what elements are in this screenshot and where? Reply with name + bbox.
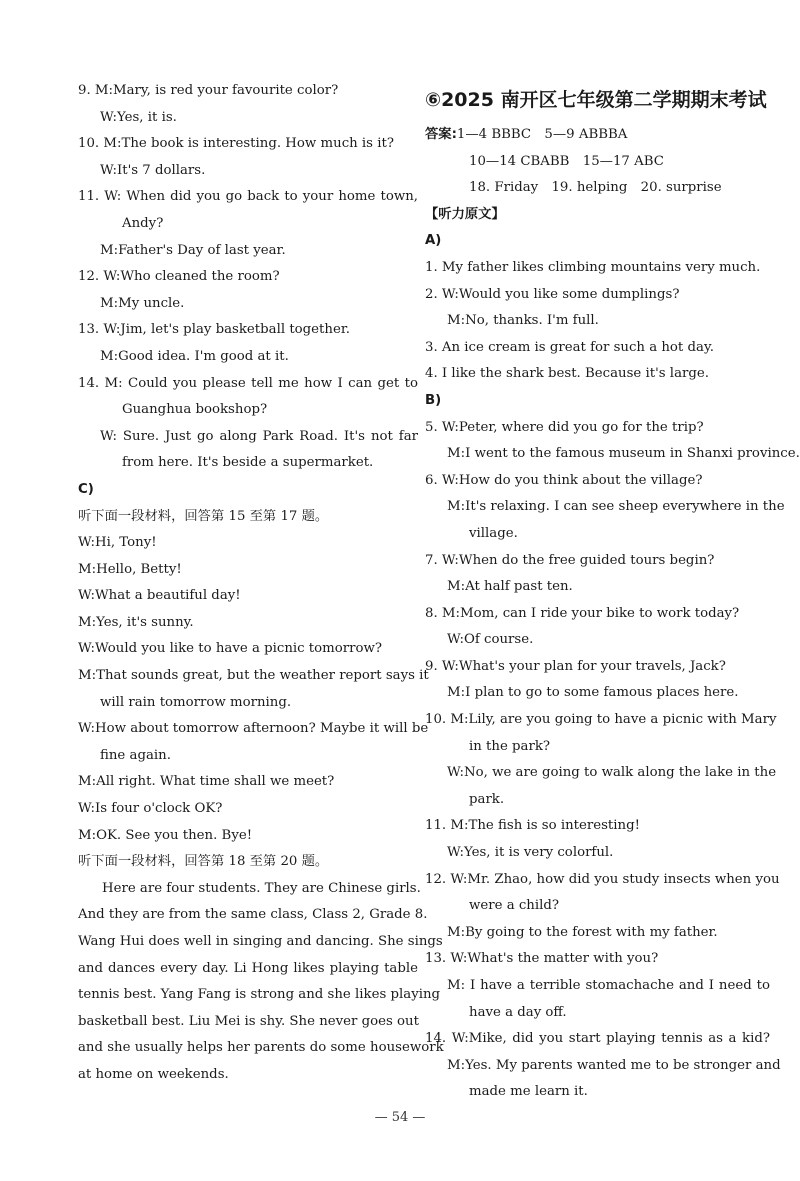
transcript-line: M:No, thanks. I'm full. [447, 313, 599, 329]
dialog-line: fine again. [100, 747, 171, 763]
dialog-line: M:OK. See you then. Bye! [78, 827, 253, 843]
exam-title: ⑥2025 南开区七年级第二学期期末考试 [425, 89, 767, 111]
transcript-line: 7. W:When do the free guided tours begin? [425, 552, 715, 568]
q14-answer: W: Sure. Just go along Park Road. It's not far [100, 428, 418, 444]
transcript-line: M:Yes. My parents wanted me to be stronger and [447, 1057, 781, 1073]
dialog-line: W:How about tomorrow afternoon? Maybe it will be [78, 721, 429, 737]
page-number: — 54 — [374, 1110, 426, 1125]
transcript-line: 3. An ice cream is great for such a hot day. [425, 339, 714, 355]
q14-line: 14. M: Could you please tell me how I can get to [78, 375, 418, 391]
transcript-line: W:Yes, it is very colorful. [447, 845, 614, 861]
transcript-line: W:Of course. [447, 632, 534, 648]
transcript-line: M:I went to the famous museum in Shanxi province. [447, 446, 800, 462]
transcript-line: 9. W:What's your plan for your travels, Jack? [425, 658, 726, 674]
transcript-line: 1. My father likes climbing mountains very much. [425, 259, 761, 275]
passage-line: and she usually helps her parents do some housework [78, 1040, 444, 1056]
dialog-line: W:Hi, Tony! [78, 535, 157, 551]
q12-line: 12. W:Who cleaned the room? [78, 269, 280, 285]
q9-line: 9. M:Mary, is red your favourite color? [78, 83, 339, 98]
transcript-line: in the park? [469, 738, 551, 754]
answers-1-9: 1—4 BBBC 5—9 ABBBA [456, 127, 628, 142]
answers-line-3: 18. Friday 19. helping 20. surprise [469, 180, 722, 196]
transcript-line: park. [469, 791, 505, 807]
passage-line: at home on weekends. [78, 1066, 229, 1082]
dialog-line: W:Would you like to have a picnic tomorrow? [78, 641, 383, 657]
answers-line-2: 10—14 CBABB 15—17 ABC [469, 153, 664, 169]
dialog-line: will rain tomorrow morning. [100, 694, 292, 710]
transcript-line: 10. M:Lily, are you going to have a picnic with Mary [425, 712, 777, 728]
transcript-line: were a child? [469, 898, 560, 914]
q11-line: 11. W: When did you go back to your home town, [78, 189, 418, 205]
transcript-line: 14. W:Mike, did you start playing tennis as a kid? [425, 1031, 770, 1047]
transcript-heading: 【听力原文】 [425, 206, 505, 222]
transcript-line: M:By going to the forest with my father. [447, 924, 718, 940]
instruction-18-20: 听下面一段材料，回答第 18 至第 20 题。 [78, 854, 329, 870]
dialog-line: M:Yes, it's sunny. [78, 614, 194, 630]
dialog-line: M:All right. What time shall we meet? [78, 774, 335, 790]
passage-line: and dances every day. Li Hong likes playing table [78, 960, 418, 976]
section-a-heading: A) [425, 233, 442, 249]
transcript-line: M:At half past ten. [447, 579, 573, 595]
transcript-line: made me learn it. [469, 1084, 588, 1100]
q10-line: 10. M:The book is interesting. How much is it? [78, 136, 394, 152]
q13-answer: M:Good idea. I'm good at it. [100, 348, 289, 364]
passage-line: And they are from the same class, Class 2, Grade 8. [78, 907, 428, 923]
q9-answer: W:Yes, it is. [100, 109, 177, 125]
instruction-15-17: 听下面一段材料，回答第 15 至第 17 题。 [78, 508, 329, 524]
answer-label: 答案: [425, 127, 457, 142]
transcript-line: 5. W:Peter, where did you go for the trip? [425, 419, 704, 435]
transcript-line: 4. I like the shark best. Because it's large. [425, 366, 709, 382]
transcript-line: 2. W:Would you like some dumplings? [425, 286, 680, 302]
transcript-line: M:It's relaxing. I can see sheep everywhere in the [447, 499, 785, 515]
section-b-heading: B) [425, 392, 442, 408]
q13-line: 13. W:Jim, let's play basketball together. [78, 322, 350, 338]
transcript-line: village. [469, 525, 518, 541]
q11-answer: M:Father's Day of last year. [100, 242, 286, 258]
transcript-line: 13. W:What's the matter with you? [425, 951, 659, 967]
q12-answer: M:My uncle. [100, 295, 185, 311]
answers-line-1 [425, 122, 770, 149]
dialog-line: M:That sounds great, but the weather report says it [78, 668, 429, 684]
section-c-heading: C) [78, 481, 94, 497]
transcript-line: 12. W:Mr. Zhao, how did you study insects when you [425, 871, 780, 887]
transcript-line: 8. M:Mom, can I ride your bike to work today? [425, 605, 740, 621]
dialog-line: M:Hello, Betty! [78, 561, 182, 577]
q10-answer: W:It's 7 dollars. [100, 162, 206, 178]
passage-line: Here are four students. They are Chinese girls. [102, 880, 421, 896]
transcript-line: 11. M:The fish is so interesting! [425, 818, 640, 834]
transcript-line: have a day off. [469, 1004, 567, 1020]
q14-answer-cont: from here. It's beside a supermarket. [122, 455, 374, 471]
passage-line: basketball best. Liu Mei is shy. She never goes out [78, 1013, 419, 1029]
transcript-line: 6. W:How do you think about the village? [425, 472, 703, 488]
q11-line-cont: Andy? [122, 215, 164, 231]
dialog-line: W:What a beautiful day! [78, 588, 241, 604]
passage-line: tennis best. Yang Fang is strong and she likes playing [78, 987, 441, 1003]
q14-line-cont: Guanghua bookshop? [122, 402, 268, 418]
dialog-line: W:Is four o'clock OK? [78, 801, 223, 817]
passage-line: Wang Hui does well in singing and dancing. She sings [78, 934, 443, 949]
transcript-line: M: I have a terrible stomachache and I need to [447, 978, 770, 993]
transcript-line: W:No, we are going to walk along the lake in the [447, 765, 777, 781]
right-column [425, 78, 800, 1106]
transcript-line: M:I plan to go to some famous places here. [447, 685, 739, 701]
